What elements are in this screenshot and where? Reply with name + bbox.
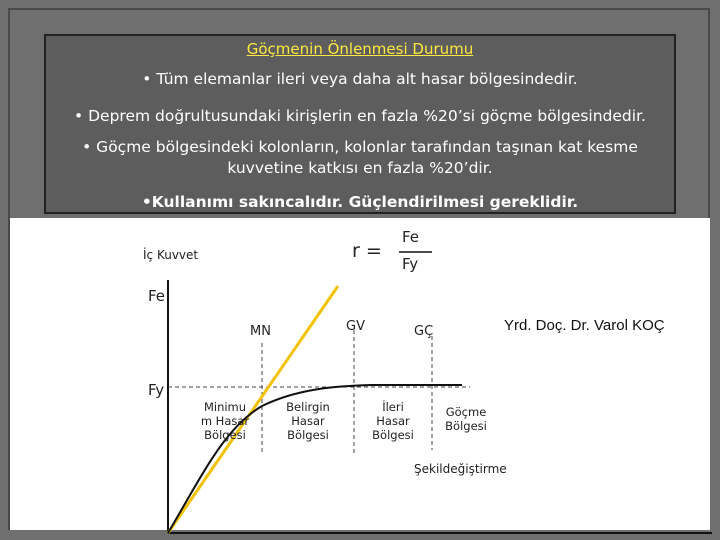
level-gc: GÇ bbox=[414, 324, 434, 339]
level-gv: GV bbox=[346, 319, 365, 334]
formula-denominator: Fy bbox=[402, 255, 419, 273]
formula-numerator: Fe bbox=[402, 228, 420, 246]
formula-lhs: r = bbox=[352, 240, 382, 262]
y-axis-label: İç Kuvvet bbox=[143, 248, 199, 262]
bullet-3: • Göçme bölgesindeki kolonların, kolonlar tarafından taşınan kat kesme bbox=[82, 138, 638, 156]
zone-significant-damage: Belirgin Hasar Bölgesi bbox=[286, 400, 330, 442]
level-mn: MN bbox=[250, 324, 271, 339]
bullet-1: • Tüm elemanlar ileri veya daha alt hasar bölgesindedir. bbox=[142, 70, 578, 88]
fe-label: Fe bbox=[148, 287, 166, 305]
x-axis-label: Şekildeğiştirme bbox=[414, 462, 507, 476]
box-title: Göçmenin Önlenmesi Durumu bbox=[246, 40, 474, 58]
fy-label: Fy bbox=[148, 381, 165, 399]
zone-collapse: Göçme Bölgesi bbox=[445, 405, 487, 433]
bullet-3-cont: kuvvetine katkısı en fazla %20’dir. bbox=[227, 159, 493, 177]
bullet-4: •Kullanımı sakıncalıdır. Güçlendirilmesi gereklidir. bbox=[141, 193, 579, 211]
zone-advanced-damage: İleri Hasar Bölgesi bbox=[372, 400, 414, 442]
bullet-2: • Deprem doğrultusundaki kirişlerin en fazla %20’si göçme bölgesindedir. bbox=[74, 107, 646, 125]
zone-minimum-damage: Minimu m Hasar Bölgesi bbox=[200, 400, 250, 442]
author-credit: Yrd. Doç. Dr. Varol KOÇ bbox=[504, 317, 665, 334]
